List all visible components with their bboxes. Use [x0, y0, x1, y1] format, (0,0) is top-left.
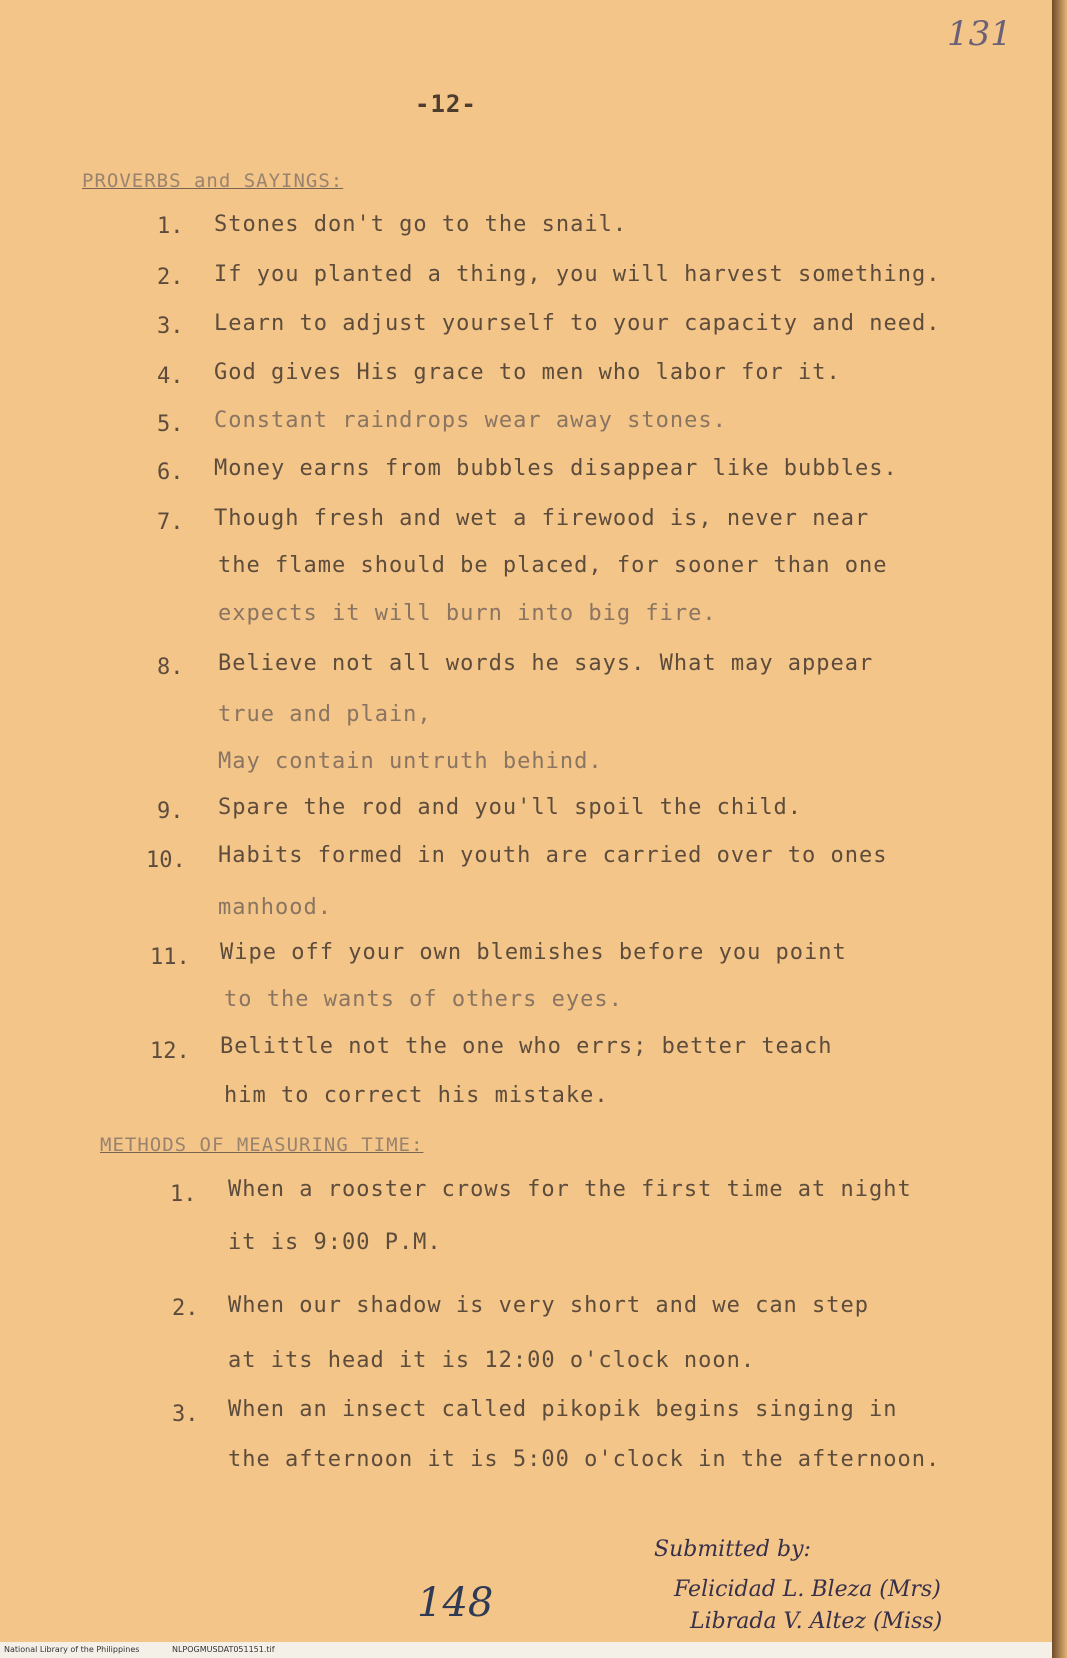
- proverb-line: May contain untruth behind.: [218, 749, 603, 774]
- binding-edge: [1052, 0, 1067, 1658]
- proverb-line: Stones don't go to the snail.: [214, 212, 628, 237]
- proverb-line: Habits formed in youth are carried over to ones: [218, 843, 888, 868]
- proverb-line: Constant raindrops wear away stones.: [214, 408, 727, 433]
- signature-name: Librada V. Altez (Miss): [690, 1609, 943, 1634]
- proverb-number: 11.: [150, 945, 190, 970]
- proverb-line: God gives His grace to men who labor for it.: [214, 360, 841, 385]
- page-reference-handwritten: 131: [947, 14, 1012, 54]
- proverb-line: expects it will burn into big fire.: [218, 601, 717, 626]
- method-number: 1.: [170, 1182, 197, 1207]
- signature-name: Felicidad L. Bleza (Mrs): [674, 1577, 941, 1602]
- proverb-number: 2.: [157, 265, 184, 290]
- footer-file: NLPOGMUSDAT051151.tif: [171, 1645, 275, 1654]
- proverb-number: 1.: [157, 214, 184, 239]
- archive-footer: [0, 1642, 1052, 1658]
- proverb-number: 8.: [157, 655, 184, 680]
- page-number: -12-: [415, 90, 477, 118]
- proverb-line: Learn to adjust yourself to your capacity and need.: [214, 311, 941, 336]
- proverb-line: him to correct his mistake.: [224, 1083, 609, 1108]
- proverb-line: If you planted a thing, you will harvest something.: [214, 262, 941, 287]
- proverb-line: to the wants of others eyes.: [224, 987, 623, 1012]
- proverb-number: 9.: [157, 799, 184, 824]
- proverb-line: Though fresh and wet a firewood is, never near: [214, 506, 870, 531]
- proverb-number: 6.: [157, 460, 184, 485]
- signature-label: Submitted by:: [654, 1537, 811, 1562]
- method-number: 3.: [172, 1402, 199, 1427]
- proverb-line: true and plain,: [218, 702, 432, 727]
- proverb-number: 5.: [157, 412, 184, 437]
- proverb-line: Money earns from bubbles disappear like bubbles.: [214, 456, 898, 481]
- footer-library: National Library of the Philippines: [4, 1645, 140, 1654]
- proverb-line: manhood.: [218, 895, 332, 920]
- method-line: it is 9:00 P.M.: [228, 1230, 442, 1255]
- method-line: at its head it is 12:00 o'clock noon.: [228, 1348, 756, 1373]
- proverb-line: Believe not all words he says. What may appear: [218, 651, 874, 676]
- proverb-line: Belittle not the one who errs; better teach: [220, 1034, 833, 1059]
- proverb-line: the flame should be placed, for sooner than one: [218, 553, 888, 578]
- proverb-number: 12.: [150, 1039, 190, 1064]
- method-number: 2.: [172, 1296, 199, 1321]
- method-line: When our shadow is very short and we can step: [228, 1293, 870, 1318]
- method-line: the afternoon it is 5:00 o'clock in the afternoon.: [228, 1447, 941, 1472]
- proverb-number: 3.: [157, 314, 184, 339]
- handwritten-page-number: 148: [417, 1580, 494, 1626]
- proverb-number: 7.: [157, 510, 184, 535]
- proverb-number: 10.: [146, 848, 186, 873]
- proverb-line: Spare the rod and you'll spoil the child.: [218, 795, 803, 820]
- proverb-line: Wipe off your own blemishes before you point: [220, 940, 847, 965]
- section-heading-methods: METHODS OF MEASURING TIME:: [100, 1134, 424, 1156]
- proverb-number: 4.: [157, 364, 184, 389]
- section-heading-proverbs: PROVERBS and SAYINGS:: [82, 170, 344, 192]
- method-line: When a rooster crows for the first time at night: [228, 1177, 912, 1202]
- method-line: When an insect called pikopik begins singing in: [228, 1397, 898, 1422]
